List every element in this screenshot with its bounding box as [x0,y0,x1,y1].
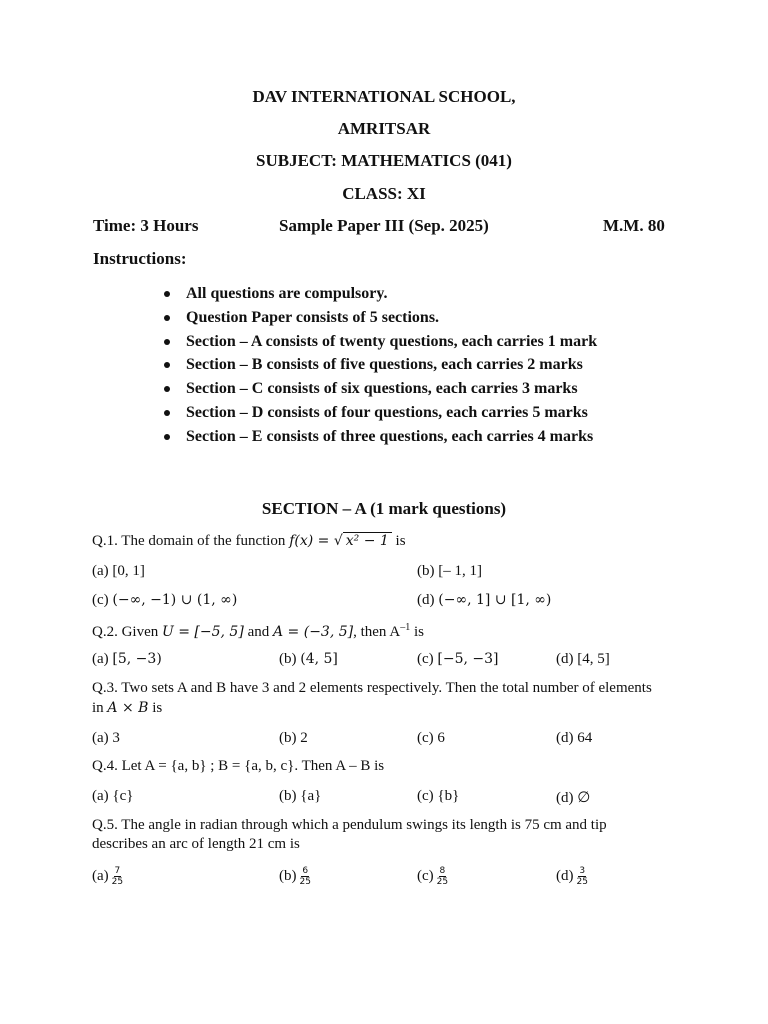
q4-option-a: (a) {c} [92,788,134,804]
q5-option-d: (d) $\frac{3}{25}$ [556,866,588,887]
q3-option-d: (d) 64 [556,730,593,746]
fraction: $\frac{6}{25}$ [299,866,311,887]
q1-option-b: (b) [– 1, 1] [417,563,482,579]
q1-option-a: (a) [0, 1] [92,563,145,579]
subject-title: SUBJECT: MATHEMATICS (041) [256,151,512,170]
q3-text-line1: Q.3. Two sets A and B have 3 and 2 elements respectively. Then the total number of elements [92,680,652,696]
school-city: AMRITSAR [337,119,431,138]
q2-option-c: (c) [−5, −3] [417,651,499,667]
q4-option-b: (b) {a} [279,788,322,804]
fraction: $\frac{8}{25}$ [436,866,449,887]
instruction-item: Section – D consists of four questions, each carries 5 marks [162,402,597,426]
q4-text: Q.4. Let A = {a, b} ; B = {a, b, c}. Then A – B is [92,758,385,774]
instruction-item: Section – C consists of six questions, each carries 3 marks [162,378,597,402]
q3-option-b: (b) 2 [279,730,308,746]
q5-option-a: (a) $\frac{7}{25}$ [92,866,124,887]
q1-option-c: (c) (−∞, −1) ∪ (1, ∞) [92,592,238,608]
class-title: CLASS: XI [342,184,426,203]
instruction-item: All questions are compulsory. [162,283,597,307]
sqrt-symbol: √ x² − 1 [334,532,392,549]
q1-option-d: (d) (−∞, 1] ∪ [1, ∞) [417,592,552,608]
q2-option-a: (a) [5, −3) [92,651,162,667]
instruction-item: Section – B consists of five questions, each carries 2 marks [162,354,597,378]
q5-option-c: (c) $\frac{8}{25}$ [417,866,449,887]
section-a-title: SECTION – A (1 mark questions) [261,499,507,518]
instruction-item: Question Paper consists of 5 sections. [162,307,597,331]
paper-label: Sample Paper III (Sep. 2025) [279,216,489,235]
q1-text: Q.1. The domain of the function f(x) = √ x² − 1 is [92,533,406,549]
instructions-title: Instructions: [93,249,187,268]
q5-text-line1: Q.5. The angle in radian through which a pendulum swings its length is 75 cm and tip [92,817,607,833]
q2-option-b: (b) (4, 5] [279,651,338,667]
school-name: DAV INTERNATIONAL SCHOOL, [252,87,516,106]
fraction: $\frac{3}{25}$ [576,866,588,887]
time-label: Time: 3 Hours [93,216,199,235]
q4-option-d: (d) ∅ [556,790,591,806]
fraction: $\frac{7}{25}$ [111,866,124,887]
q5-text-line2: describes an arc of length 21 cm is [92,836,300,852]
q3-option-c: (c) 6 [417,730,445,746]
q4-option-c: (c) {b} [417,788,460,804]
instruction-item: Section – E consists of three questions, each carries 4 marks [162,426,597,450]
q2-option-d: (d) [4, 5] [556,651,610,667]
q3-text-line2: in A × B is [92,700,163,716]
max-marks-label: M.M. 80 [603,216,665,235]
instruction-item: Section – A consists of twenty questions, each carries 1 mark [162,331,597,355]
q5-option-b: (b) $\frac{6}{25}$ [279,866,311,887]
q2-text: Q.2. Given U = [−5, 5] and A = (−3, 5], then $A^{-1}$ is [92,622,424,640]
q3-option-a: (a) 3 [92,730,120,746]
instructions-list [162,283,597,450]
